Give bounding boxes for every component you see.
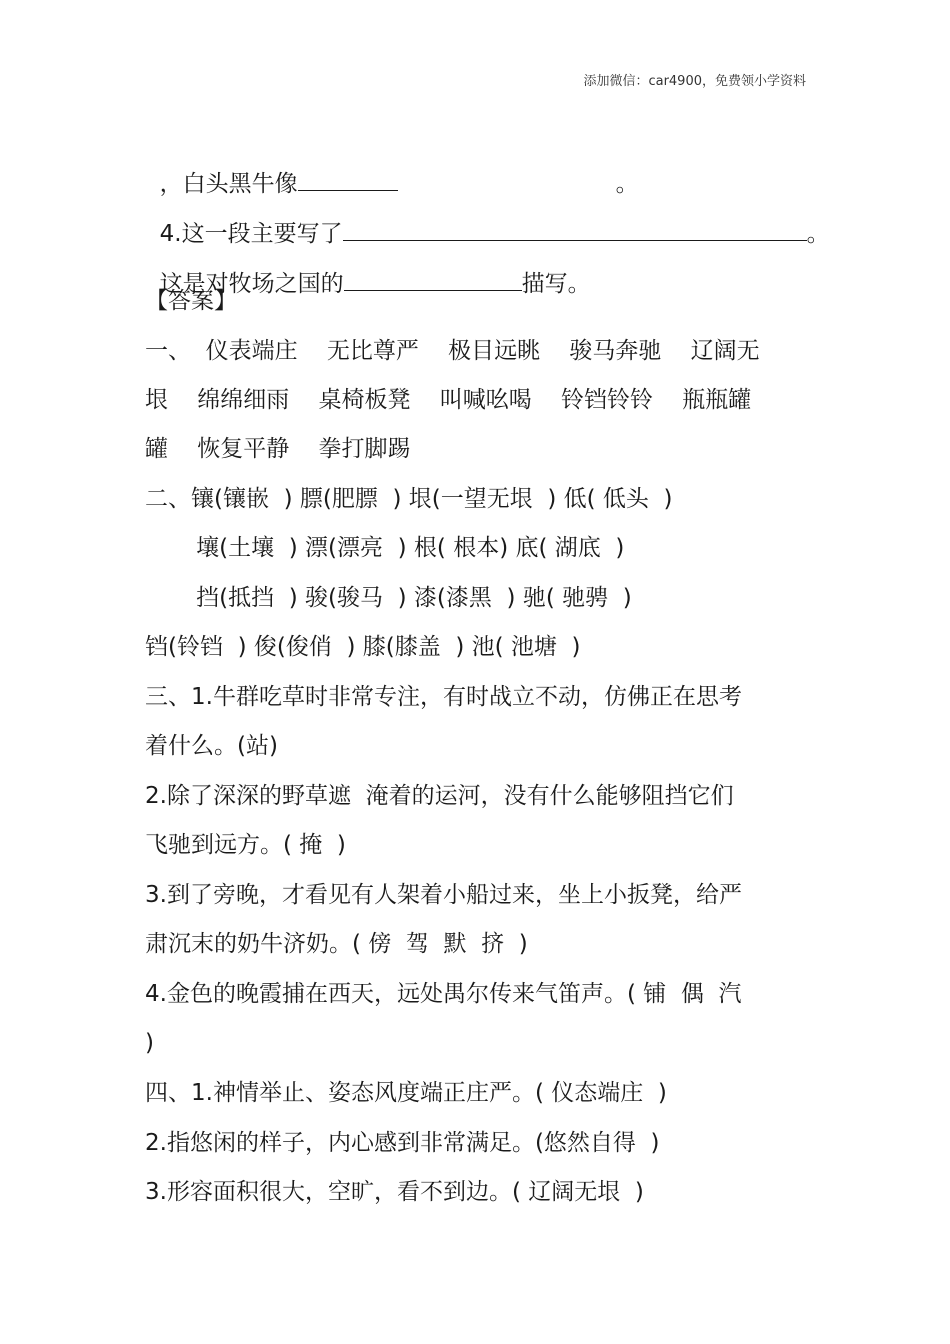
answer-line: 铛(铃铛 ) 俊(俊俏 ) 膝(膝盖 ) 池( 池塘 ) [145,634,581,660]
answer-line: 四、1.神情举止、姿态风度端正庄严。( 仪态端庄 ) [145,1080,667,1106]
answer-line: 3.到了旁晚，才看见有人架着小船过来，坐上小扳凳，给严 [145,882,742,908]
answer-line: 2.指悠闲的样子，内心感到非常满足。(悠然自得 ) [145,1130,660,1156]
answer-line: 三、1.牛群吃草时非常专注，有时战立不动，仿佛正在思考 [145,684,742,710]
question-text: 。 [615,171,639,197]
answer-line: 二、镶(镶嵌 ) 膘(肥膘 ) 垠(一望无垠 ) 低( 低头 ) [145,486,673,512]
question-text: 描写。 [521,271,591,297]
answer-line: 壤(土壤 ) 漂(漂亮 ) 根( 根本) 底( 湖底 ) [145,535,625,561]
question-text: 这是对牧场之国的 [159,271,344,297]
answer-line: 着什么。(站) [145,733,278,759]
answer-line: 飞驰到远方。( 掩 ) [145,832,346,858]
answer-line: 2.除了深深的野草遮 淹着的运河，没有什么能够阻挡它们 [145,783,734,809]
answer-line: 肃沉末的奶牛济奶。( 傍 驾 默 挤 ) [145,931,528,957]
answer-line: 一、 仪表端庄 无比尊严 极目远眺 骏马奔驰 辽阔无 [145,338,760,364]
answer-line: 罐 恢复平静 拳打脚踢 [145,436,411,462]
answer-line: 垠 绵绵细雨 桌椅板凳 叫喊吆喝 铃铛铃铃 瓶瓶罐 [145,387,752,413]
question-text: 4.这一段主要写了 [159,221,343,247]
answer-line: 4.金色的晚霞捕在西天，远处禺尔传来气笛声。( 铺 偶 汽 [145,981,742,1007]
header-note: 添加微信：car4900，免费领小学资料 [583,74,806,89]
answer-heading: 【答案】 [145,288,237,314]
answer-line: 3.形容面积很大，空旷，看不到边。( 辽阔无垠 ) [145,1179,644,1205]
question-text: 。 [806,221,830,247]
question-text: ，白头黑牛像 [159,171,298,197]
answer-blank [344,266,522,291]
answer-line: 挡(抵挡 ) 骏(骏马 ) 漆(漆黑 ) 驰( 驰骋 ) [145,585,632,611]
answer-line: ) [145,1030,154,1056]
